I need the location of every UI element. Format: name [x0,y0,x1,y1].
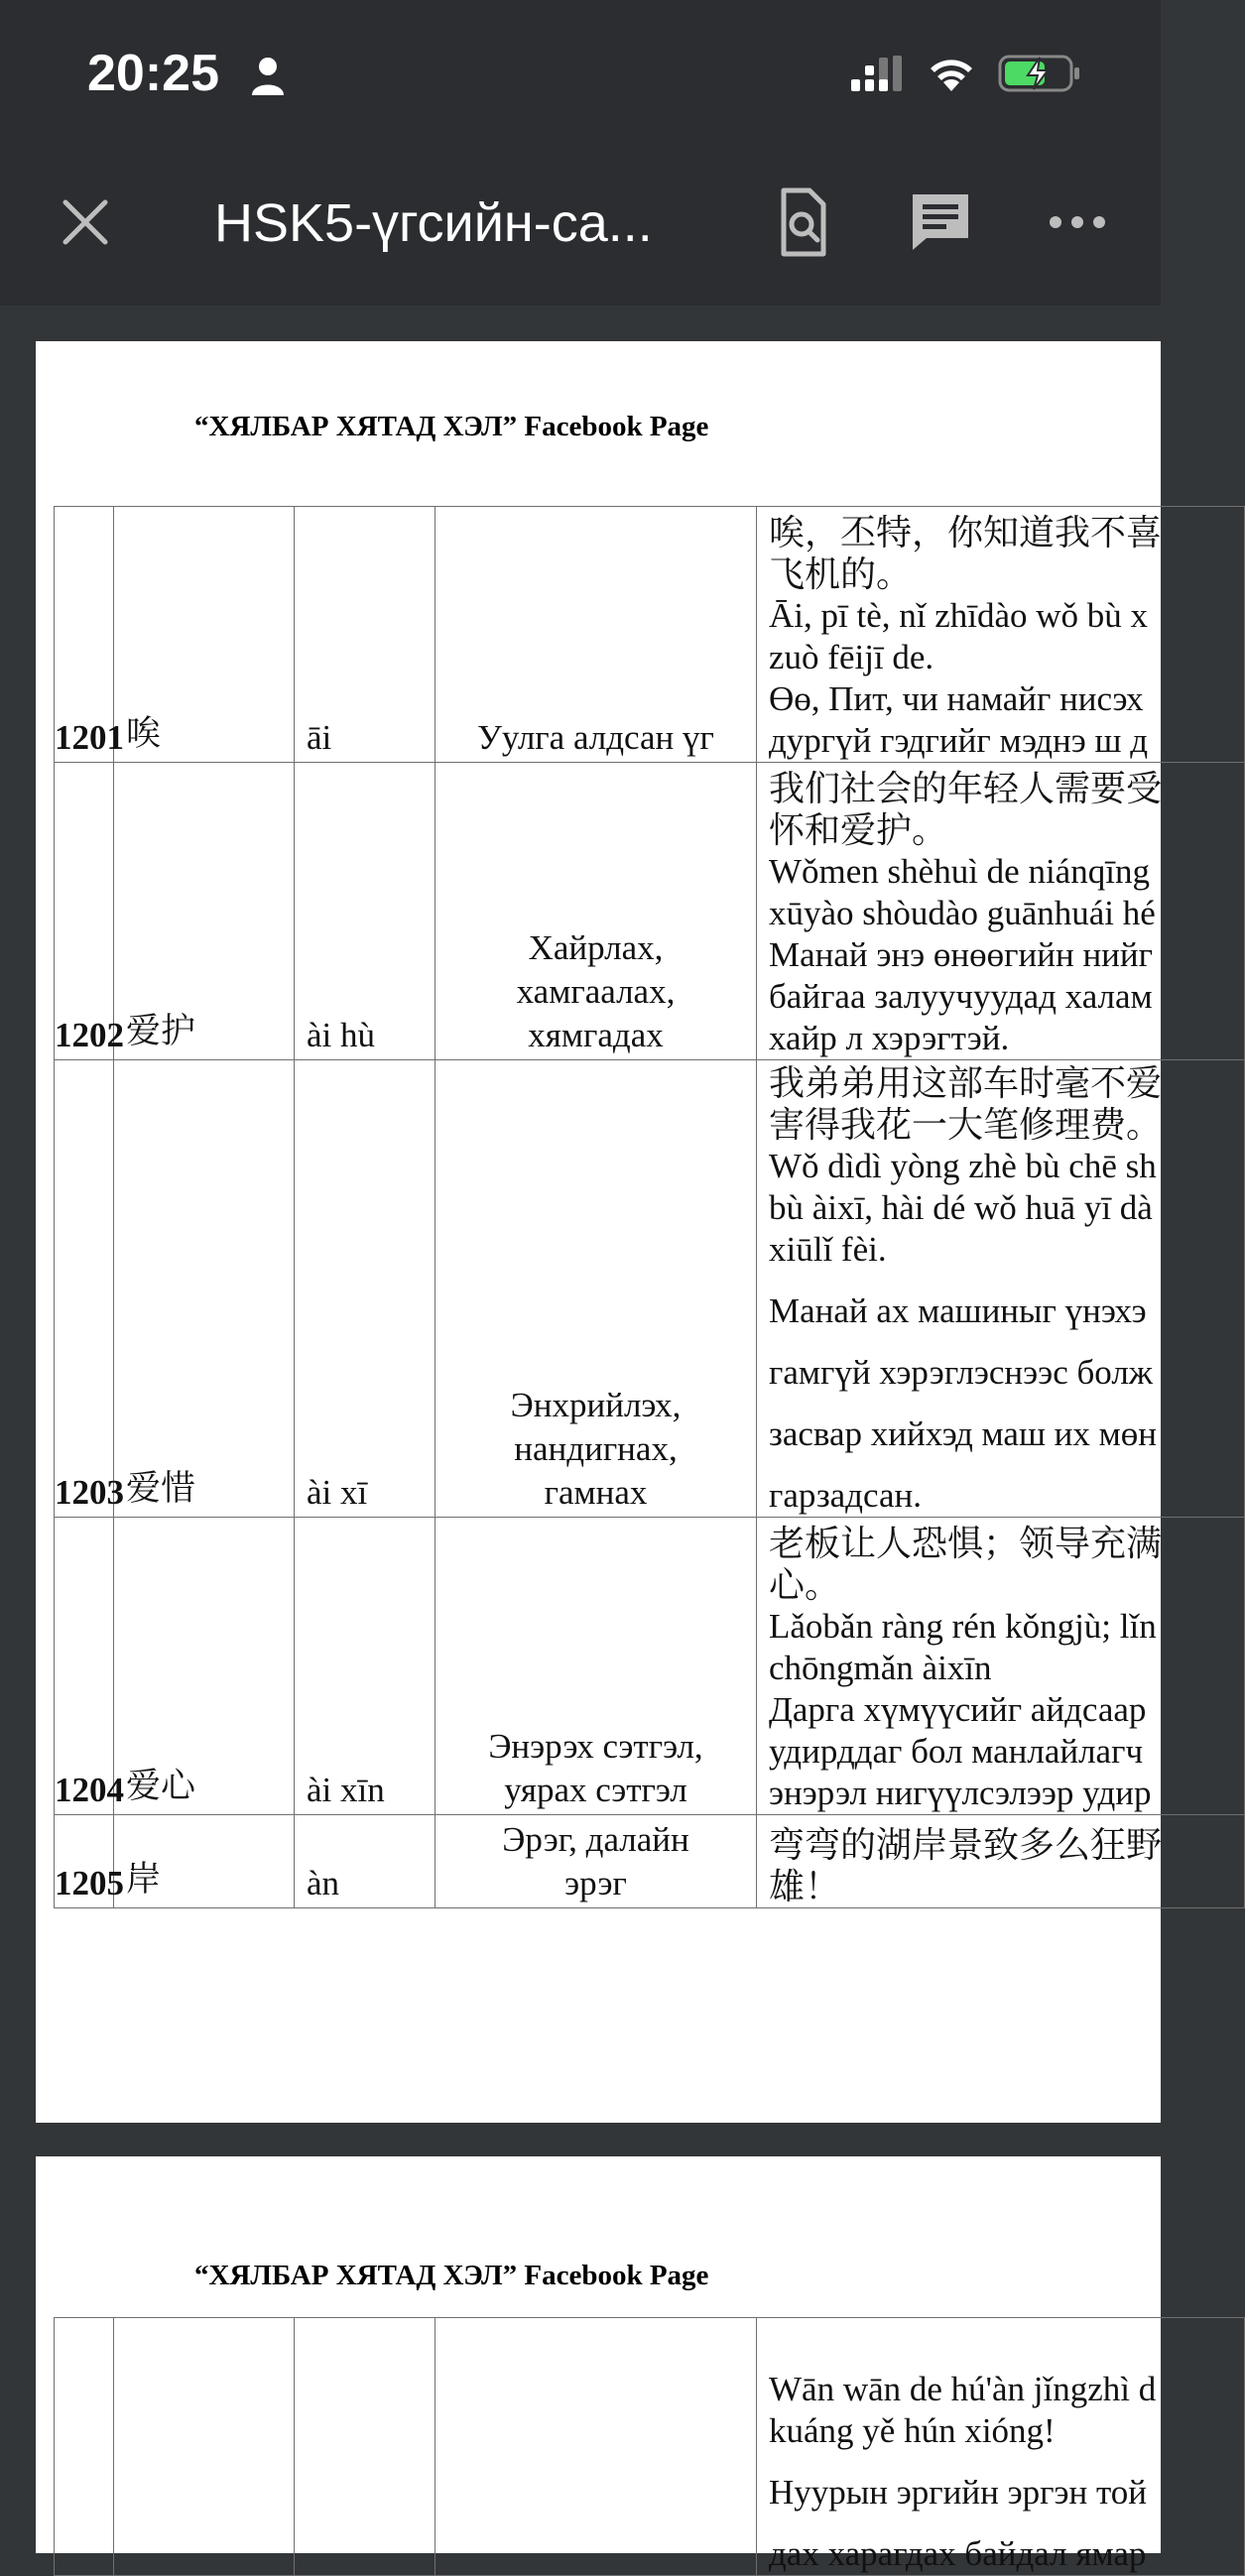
entry-word: 唉 [114,507,295,763]
example-line: удирддаг бол манлайлагч [769,1732,1144,1771]
example-line: kuáng yě hún xióng! [769,2411,1056,2450]
example-line: Wǒmen shèhuì de niánqīng [769,852,1150,891]
example-line: chōngmǎn àixīn [769,1649,992,1687]
comments-icon[interactable] [901,183,980,262]
example-line: Манай ах машиныг үнэхэ [769,1291,1147,1330]
example-line: Дарга хүмүүсийг айдсаар [769,1690,1147,1729]
entry-example [757,507,1245,763]
meaning-line: нандигнах, [514,1429,678,1468]
example-line: гарзадсан. [769,1476,922,1515]
meaning-line: эрэг [564,1864,627,1902]
entry-word-cell [114,2318,295,2576]
find-in-document-icon[interactable] [764,183,843,262]
document-page-2 [36,2156,1161,2573]
document-title: HSK5-үгсийн-са... [214,193,653,253]
example-line: Өө, Пит, чи намайг нисэх [769,679,1144,718]
entry-word: 爱护 [114,763,295,1060]
status-bar [0,0,1161,149]
vocabulary-table-continued [54,2317,1245,2576]
entry-meaning [436,763,757,1060]
table-row [55,1060,1245,1518]
example-line: 唉，丕特，你知道我不喜 [769,513,1163,552]
example-line: Wān wān de hú'àn jǐngzhì d [769,2370,1157,2408]
entry-number-cell [55,2318,114,2576]
entry-word: 爱心 [114,1518,295,1815]
example-line: 心。 [769,1565,841,1605]
meaning-line: хямгадах [528,1016,664,1054]
entry-example [757,1815,1245,1908]
entry-meaning [436,1518,757,1815]
example-line: 我弟弟用这部车时毫不爱 [769,1063,1163,1103]
entry-meaning [436,507,757,763]
example-line: 老板让人恐惧；领导充满 [769,1524,1163,1563]
example-line: bù àixī, hài dé wǒ huā yī dà [769,1188,1153,1227]
more-options-icon[interactable] [1038,183,1117,262]
table-row [55,1815,1245,1908]
status-icons [849,54,1081,93]
vocabulary-table-body [55,507,1245,1908]
entry-number: 1205 [55,1815,114,1908]
example-line: Lǎobǎn ràng rén kǒngjù; lǐn [769,1607,1157,1646]
app-toolbar [0,149,1161,306]
meaning-line: Хайрлах, [528,928,664,967]
entry-pinyin: ài hù [295,763,436,1060]
entry-pinyin-cell [295,2318,436,2576]
entry-meaning [436,1060,757,1518]
entry-meaning-cell [436,2318,757,2576]
meaning-line: Эрэг, далайн [502,1820,689,1859]
entry-meaning [436,1815,757,1908]
meaning-line: гамнах [544,1473,648,1512]
example-line: 飞机的。 [769,554,913,594]
example-line: 弯弯的湖岸景致多么狂野 [769,1825,1163,1865]
example-line: Нуурын эргийн эргэн той [769,2473,1148,2512]
entry-number: 1202 [55,763,114,1060]
battery-charging-icon [998,54,1081,93]
example-line: xiūlǐ fèi. [769,1230,887,1269]
example-line: zuò fēijī de. [769,638,934,676]
entry-pinyin: àn [295,1815,436,1908]
page-header: “ХЯЛБАР ХЯТАД ХЭЛ” Facebook Page [194,411,709,442]
example-line: 怀和爱护。 [769,810,948,850]
example-line: дах харагдах байдал ямар [769,2534,1147,2573]
example-line: дургүй гэдгийг мэднэ ш д [769,721,1149,760]
meaning-line: хамгаалах, [516,972,676,1011]
meaning-line: Уулга алдсан үг [477,718,714,757]
meaning-line: Энхрийлэх, [510,1386,682,1424]
example-line: 我们社会的年轻人需要受 [769,769,1163,808]
wifi-icon [927,54,976,93]
example-line: 雄！ [769,1867,841,1906]
example-line: Āi, pī tè, nǐ zhīdào wǒ bù x [769,596,1149,635]
example-line: Манай энэ өнөөгийн нийг [769,935,1153,974]
entry-example [757,763,1245,1060]
example-line: 害得我花一大笔修理费。 [769,1105,1163,1145]
entry-number: 1201 [55,507,114,763]
status-time: 20:25 [87,45,219,102]
entry-word: 岸 [114,1815,295,1908]
meaning-line: Энэрэх сэтгэл, [488,1727,703,1766]
entry-example [757,1518,1245,1815]
example-line: xūyào shòudào guānhuái hé [769,894,1156,932]
example-line: гамгүй хэрэглэснээс болж [769,1353,1153,1392]
example-line: Wǒ dìdì yòng zhè bù chē sh [769,1147,1157,1185]
page-header: “ХЯЛБАР ХЯТАД ХЭЛ” Facebook Page [194,2260,709,2291]
person-icon [250,56,286,95]
cellular-signal-icon [849,54,905,93]
entry-example-cell [757,2318,1245,2576]
entry-number: 1203 [55,1060,114,1518]
table-row [55,2318,1245,2576]
example-line: энэрэл нигүүлсэлээр удир [769,1774,1152,1812]
entry-example [757,1060,1245,1518]
example-line: засвар хийхэд маш их мөн [769,1414,1158,1453]
table-row [55,507,1245,763]
meaning-line: уярах сэтгэл [504,1771,687,1809]
entry-word: 爱惜 [114,1060,295,1518]
entry-pinyin: āi [295,507,436,763]
table-row [55,1518,1245,1815]
example-line: хайр л хэрэгтэй. [769,1019,1010,1057]
example-line: байгаа залуучуудад халам [769,977,1153,1016]
entry-pinyin: ài xīn [295,1518,436,1815]
entry-pinyin: ài xī [295,1060,436,1518]
document-page-1 [36,341,1161,2123]
table-row [55,763,1245,1060]
vocabulary-table [54,506,1245,1908]
entry-number: 1204 [55,1518,114,1815]
close-icon[interactable] [58,194,113,250]
